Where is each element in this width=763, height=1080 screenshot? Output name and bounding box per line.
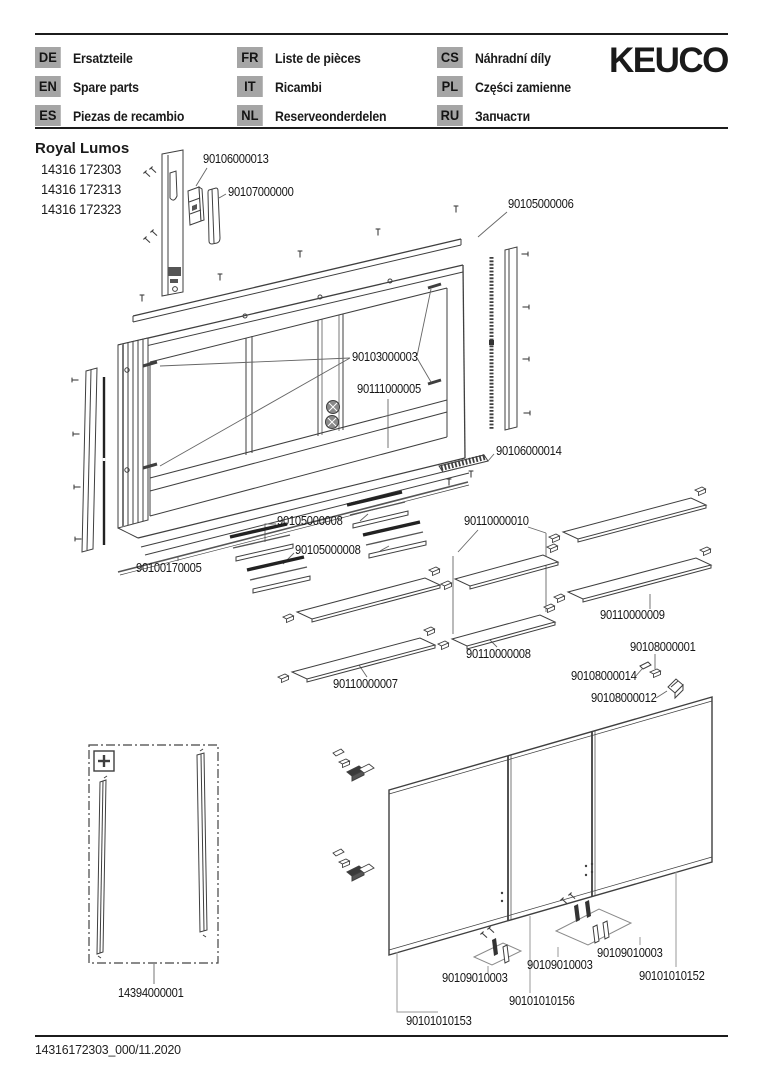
language-row-fr [237,47,372,68]
language-badge-nl: NL [237,105,263,126]
part-label: 90101010156 [509,993,575,1008]
model-number: 14316 172313 [41,181,122,197]
language-label-de: Ersatzteile [73,49,133,66]
part-label: 90101010152 [639,968,705,983]
language-row-pl [437,76,584,97]
door-clip-cluster-bottom [333,849,374,881]
mounting-plate [143,150,183,296]
language-label-en: Spare parts [73,78,139,95]
part-label: 90110000009 [600,607,665,622]
part-label: 90105000006 [508,196,574,211]
part-label: 90105000008 [295,542,361,557]
part-label: 90100170005 [136,560,202,575]
language-row-it [237,76,328,97]
language-label-nl: Reserveonderdelen [275,107,387,124]
part-label: 90109010003 [442,970,508,985]
language-label-es: Piezas de recambio [73,107,185,124]
part-label: 90110000007 [333,676,398,691]
plus-icon [94,751,114,771]
language-badge-it: IT [237,76,263,97]
language-badge-en: EN [35,76,61,97]
product-name: Royal Lumos [35,140,130,157]
language-row-es [35,105,199,126]
keuco-logo: KEUCO [609,41,728,80]
language-row-ru [437,105,538,126]
mirror-doors [389,697,712,955]
language-badge-cs: CS [437,47,463,68]
language-label-cs: Náhradní díly [475,49,551,66]
part-90106000013-block [188,168,207,225]
part-90107000000-strip [208,188,226,244]
part-label: 90101010153 [406,1013,472,1028]
door-clip-cluster-top [333,749,374,781]
language-badge-ru: RU [437,105,463,126]
language-badge-fr: FR [237,47,263,68]
language-row-cs [437,47,561,68]
header-bottom-rule [35,127,728,129]
part-label: 90106000014 [496,443,562,458]
part-label: 90108000001 [630,639,696,654]
side-profile-right [489,247,530,430]
part-label: 90109010003 [527,957,593,972]
model-number: 14316 172303 [41,161,122,177]
part-label: 14394000001 [118,985,184,1000]
language-badge-de: DE [35,47,61,68]
language-label-ru: Запчасти [475,107,531,124]
footer-rule [35,1035,728,1037]
part-label: 90105000008 [277,513,343,528]
side-profile-left [72,368,104,552]
language-label-pl: Części zamienne [475,78,571,95]
part-label: 90106000013 [203,151,269,166]
part-label: 90103000003 [352,349,418,364]
hinge-cluster-left [474,927,521,965]
language-row-en [35,76,148,97]
document-number: 14316172303_000/11.2020 [35,1042,181,1057]
part-label: 90108000012 [591,690,657,705]
language-label-it: Ricambi [275,78,322,95]
part-label: 90110000008 [466,646,531,661]
part-label: 90110000010 [464,513,529,528]
model-number: 14316 172323 [41,201,122,217]
language-badge-es: ES [35,105,61,126]
accessory-box [89,745,218,963]
language-badge-pl: PL [437,76,463,97]
language-label-fr: Liste de pièces [275,49,361,66]
part-label: 90107000000 [228,184,294,199]
language-row-nl [237,105,402,126]
part-label: 90109010003 [597,945,663,960]
part-label: 90108000014 [571,668,637,683]
header-top-rule [35,33,728,35]
cabinet-body [118,265,469,555]
language-row-de [35,47,141,68]
part-label: 90111000005 [357,381,421,396]
